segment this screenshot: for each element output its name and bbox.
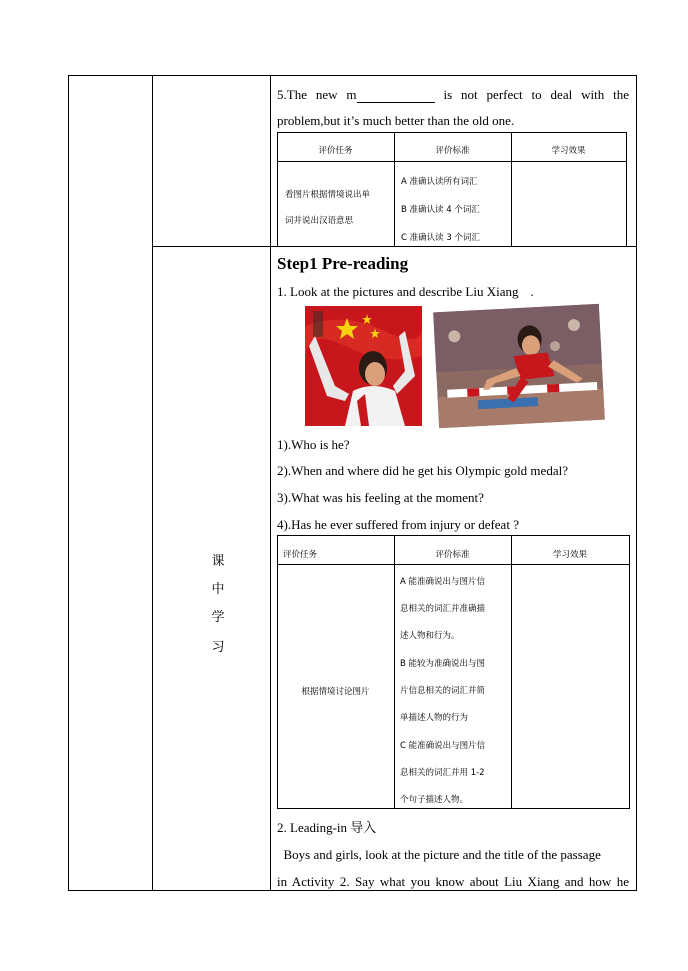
side-label-char: 学 xyxy=(211,610,225,625)
table-header-criteria: 评价标准 xyxy=(435,550,470,560)
criteria-line: 述人物和行为。 xyxy=(400,631,460,641)
criteria-line: 单描述人物的行为 xyxy=(400,713,469,723)
side-label-char: 中 xyxy=(211,582,225,597)
table-header-criteria: 评价标准 xyxy=(435,146,470,156)
task-text: 根据情境讨论图片 xyxy=(301,687,370,697)
table-bottom-border xyxy=(68,890,637,891)
side-label-char: 课 xyxy=(211,554,225,569)
step1-title: Step1 Pre-reading xyxy=(277,254,409,273)
table-top-border xyxy=(68,75,637,76)
answer-blank xyxy=(357,88,435,103)
question-4: 4).Has he ever suffered from injury or defeat ? xyxy=(277,517,519,532)
criteria-b: B 准确认读 4 个词汇 xyxy=(401,205,480,215)
task-text: 看图片根据情境说出单 xyxy=(285,190,371,200)
question-5-line-2: problem,but it’s much better than the old one. xyxy=(277,113,515,128)
task-text: 词并说出汉语意思 xyxy=(285,216,354,226)
liu-xiang-flag-photo xyxy=(305,306,422,426)
criteria-line: 个句子描述人物。 xyxy=(400,795,469,805)
question-1: 1).Who is he? xyxy=(277,437,350,452)
table-header-task: 评价任务 xyxy=(283,550,318,560)
table-right-border xyxy=(636,75,637,891)
leading-in-line-1: Boys and girls, look at the picture and the title of the passage xyxy=(277,847,601,862)
criteria-line: A 能准确说出与图片信 xyxy=(400,577,486,587)
question-3: 3).What was his feeling at the moment? xyxy=(277,490,484,505)
question-2: 2).When and where did he get his Olympic gold medal? xyxy=(277,463,568,478)
table-col-divider-2 xyxy=(270,75,271,891)
table-header-effect: 学习效果 xyxy=(552,550,587,560)
step1-instruction: 1. Look at the pictures and describe Liu Xiang . xyxy=(277,284,534,299)
criteria-line: 息相关的词汇并用 1-2 xyxy=(400,768,485,778)
table-header-task: 评价任务 xyxy=(318,146,353,156)
row-divider xyxy=(152,246,637,247)
liu-xiang-hurdle-photo xyxy=(433,304,605,429)
criteria-a: A 准确认读所有词汇 xyxy=(401,177,478,187)
criteria-line: 片信息相关的词汇并简 xyxy=(400,686,486,696)
table-col-divider-1 xyxy=(152,75,153,891)
question-5-line-1: 5.The new m is not perfect to deal with the xyxy=(277,87,630,102)
leading-in-line-2: in Activity 2. Say what you know about Liu Xiang and how he xyxy=(277,874,629,889)
criteria-line: 息相关的词汇并准确描 xyxy=(400,604,486,614)
criteria-c: C 准确认读 3 个词汇 xyxy=(401,233,480,243)
table-header-effect: 学习效果 xyxy=(551,146,586,156)
criteria-line: C 能准确说出与图片信 xyxy=(400,741,486,751)
side-label-char: 习 xyxy=(211,640,225,655)
criteria-line: B 能较为准确说出与图 xyxy=(400,659,486,669)
table-left-border xyxy=(68,75,69,891)
leading-in-heading: 2. Leading-in 导入 xyxy=(277,820,377,836)
